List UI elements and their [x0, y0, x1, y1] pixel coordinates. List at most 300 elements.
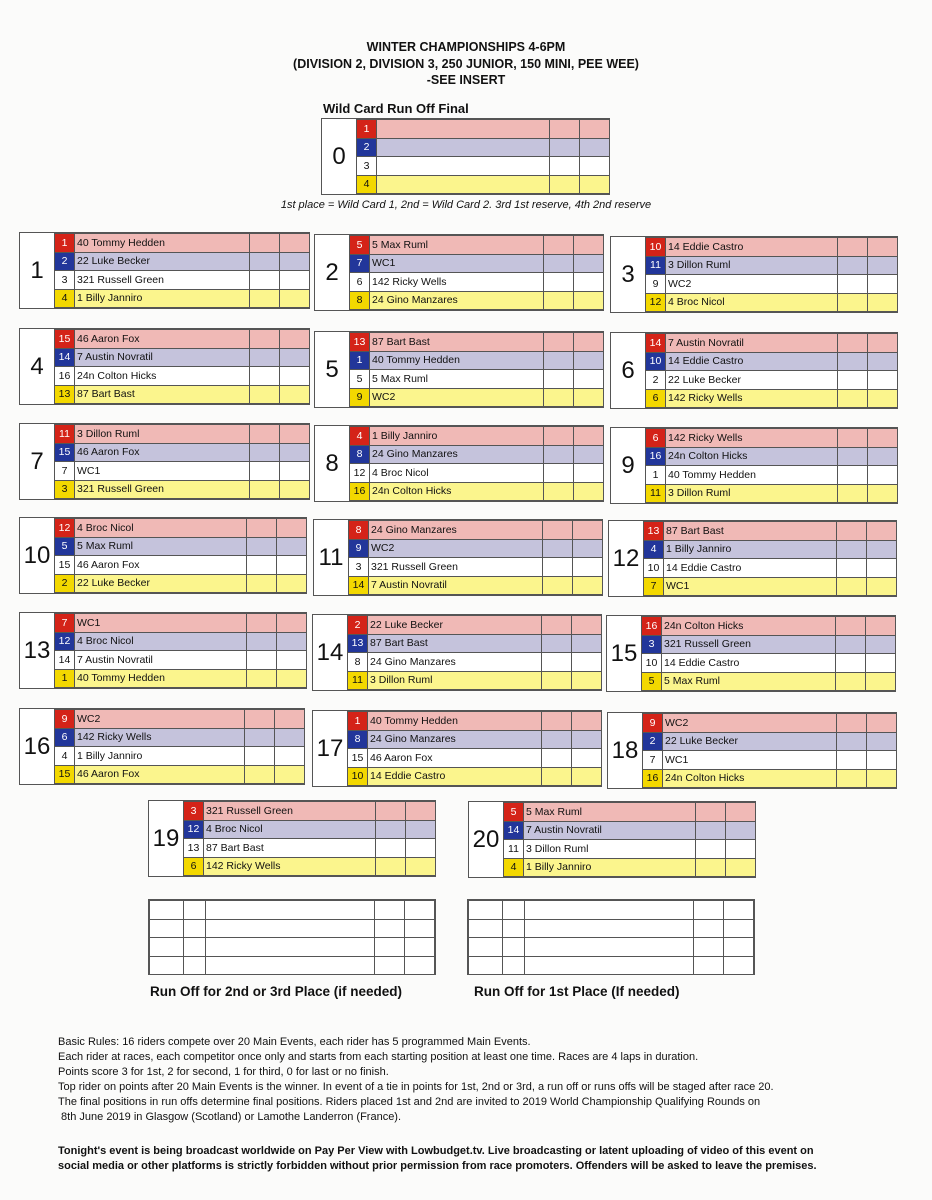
- gate-number: 2: [55, 574, 75, 593]
- heat-number: 4: [30, 352, 44, 380]
- heat-number: 12: [612, 544, 640, 572]
- heat-row: [348, 712, 602, 731]
- gate-number: 16: [55, 367, 75, 386]
- rider-name: 14 Eddie Castro: [368, 767, 542, 786]
- gate-number: 9: [55, 710, 75, 729]
- rules-line: 8th June 2019 in Glasgow (Scotland) or Lamothe Landerron (France).: [58, 1111, 402, 1123]
- score-cell: [838, 447, 868, 466]
- gate-number: 2: [348, 616, 368, 635]
- rider-name: WC2: [666, 275, 838, 294]
- gate-number: 1: [55, 669, 75, 688]
- score-cell: [574, 482, 604, 501]
- gate-number: 9: [350, 388, 370, 407]
- score-cell: [250, 443, 280, 462]
- heat-row: [643, 714, 897, 733]
- rider-name: WC1: [663, 751, 837, 770]
- rider-name: 14 Eddie Castro: [666, 352, 838, 371]
- gate-number: 7: [55, 614, 75, 633]
- score-cell: [838, 256, 868, 275]
- score-cell: [836, 672, 866, 691]
- rider-name: 87 Bart Bast: [75, 385, 250, 404]
- rider-name: 5 Max Ruml: [75, 537, 247, 556]
- heat-row: [644, 522, 897, 541]
- gate-number: 3: [55, 271, 75, 290]
- gate-number: 12: [184, 820, 204, 839]
- score-cell: [696, 858, 726, 877]
- score-cell: [867, 540, 897, 559]
- score-cell: [250, 480, 280, 499]
- heat-row: [55, 614, 307, 633]
- heat-row: [55, 574, 307, 593]
- score-cell: [544, 273, 574, 292]
- score-cell: [280, 348, 310, 367]
- heat-row: [350, 351, 604, 370]
- heat-row: [348, 730, 602, 749]
- heat-number: 7: [30, 447, 44, 475]
- gate-number: 1: [350, 351, 370, 370]
- score-cell: [542, 671, 572, 690]
- gate-number: 12: [350, 464, 370, 483]
- score-cell: [572, 749, 602, 768]
- heat-row: [504, 821, 756, 840]
- score-cell: [544, 370, 574, 389]
- heat-row: [55, 367, 310, 386]
- heat-row: [646, 275, 898, 294]
- rider-name: 46 Aaron Fox: [75, 556, 247, 575]
- heat-row: [504, 803, 756, 822]
- rider-name: 40 Tommy Hedden: [75, 669, 247, 688]
- heat-row: [55, 728, 305, 747]
- gate-number: 4: [644, 540, 664, 559]
- heat-row: [55, 632, 307, 651]
- score-cell: [543, 558, 573, 577]
- heat-row: [55, 651, 307, 670]
- heat-row: [642, 635, 896, 654]
- gate-number: 13: [350, 333, 370, 352]
- rider-name: 24n Colton Hicks: [75, 367, 250, 386]
- rider-name: 321 Russell Green: [204, 802, 376, 821]
- heat-number: 5: [325, 355, 339, 383]
- score-cell: [247, 519, 277, 538]
- rules-line: Basic Rules: 16 riders compete over 20 Main Events, each rider has 5 programmed Main Events.: [58, 1036, 531, 1048]
- rider-name: 7 Austin Novratil: [75, 651, 247, 670]
- score-cell: [277, 632, 307, 651]
- wildcard-heat-box: [321, 118, 610, 195]
- score-cell: [868, 334, 898, 353]
- heat-row: [646, 293, 898, 312]
- gate-number: 16: [350, 482, 370, 501]
- heat-row: [350, 445, 604, 464]
- score-cell: [836, 654, 866, 673]
- score-cell: [868, 389, 898, 408]
- score-cell: [542, 730, 572, 749]
- score-cell: [580, 120, 610, 139]
- score-cell: [277, 651, 307, 670]
- rider-name: 1 Billy Janniro: [75, 747, 245, 766]
- wildcard-title: Wild Card Run Off Final: [323, 101, 469, 116]
- gate-number: 15: [55, 443, 75, 462]
- score-cell: [275, 728, 305, 747]
- heat-row: [184, 802, 436, 821]
- heat-row: [55, 348, 310, 367]
- score-cell: [838, 389, 868, 408]
- gate-number: 3: [55, 480, 75, 499]
- rider-name: 321 Russell Green: [662, 635, 836, 654]
- heat-row: [643, 732, 897, 751]
- runoff-2nd-3rd-label: Run Off for 2nd or 3rd Place (if needed): [150, 984, 403, 999]
- score-cell: [550, 157, 580, 176]
- rider-name: WC1: [75, 462, 250, 481]
- rider-name: 142 Ricky Wells: [75, 728, 245, 747]
- score-cell: [247, 574, 277, 593]
- score-cell: [837, 751, 867, 770]
- heat-row: [55, 234, 310, 253]
- rules-line: Each rider at races, each competitor once only and starts from each starting position at least one time. Races are 4 laps in duration.: [58, 1051, 699, 1063]
- score-cell: [838, 429, 868, 448]
- heat-4: [19, 328, 310, 405]
- score-cell: [573, 539, 603, 558]
- heat-row: [55, 747, 305, 766]
- gate-number: 11: [55, 425, 75, 444]
- heat-15: [606, 615, 896, 692]
- score-cell: [572, 767, 602, 786]
- heat-9: [610, 427, 898, 504]
- gate-number: 4: [350, 427, 370, 446]
- heat-row: [55, 556, 307, 575]
- score-cell: [580, 175, 610, 194]
- score-cell: [867, 769, 897, 788]
- score-cell: [868, 484, 898, 503]
- rider-name: 7 Austin Novratil: [75, 348, 250, 367]
- heat-row: [642, 654, 896, 673]
- rider-name: 4 Broc Nicol: [666, 293, 838, 312]
- heat-row: [55, 443, 310, 462]
- rules-line: Top rider on points after 20 Main Events is the winner. In event of a tie in points for 1st, 2nd or 3rd, a run off or runs offs will be staged after race 20.: [58, 1081, 774, 1093]
- heat-row: [644, 577, 897, 596]
- score-cell: [867, 714, 897, 733]
- rider-name: 24n Colton Hicks: [663, 769, 837, 788]
- score-cell: [277, 669, 307, 688]
- heat-row: [644, 540, 897, 559]
- heat-number: 3: [621, 260, 635, 288]
- rider-name: [377, 157, 550, 176]
- score-cell: [838, 484, 868, 503]
- heat-row: [349, 576, 603, 595]
- score-cell: [280, 443, 310, 462]
- score-cell: [696, 803, 726, 822]
- gate-number: 14: [55, 651, 75, 670]
- heat-row: [357, 175, 610, 194]
- score-cell: [574, 445, 604, 464]
- rider-name: 3 Dillon Ruml: [666, 484, 838, 503]
- score-cell: [250, 252, 280, 271]
- heat-3: [610, 236, 898, 313]
- score-cell: [868, 275, 898, 294]
- heat-row: [184, 857, 436, 876]
- rider-name: 24n Colton Hicks: [662, 617, 836, 636]
- rider-name: 7 Austin Novratil: [524, 821, 696, 840]
- rider-name: 24n Colton Hicks: [666, 447, 838, 466]
- gate-number: 9: [643, 714, 663, 733]
- rider-name: 87 Bart Bast: [204, 839, 376, 858]
- rider-name: WC2: [663, 714, 837, 733]
- gate-number: 8: [348, 653, 368, 672]
- rider-name: WC1: [75, 614, 247, 633]
- score-cell: [867, 732, 897, 751]
- rider-name: 5 Max Ruml: [662, 672, 836, 691]
- score-cell: [696, 840, 726, 859]
- score-cell: [696, 821, 726, 840]
- heat-number: 18: [611, 736, 639, 764]
- score-cell: [574, 427, 604, 446]
- rider-name: 3 Dillon Ruml: [75, 425, 250, 444]
- rider-name: 24 Gino Manzares: [368, 653, 542, 672]
- score-cell: [837, 769, 867, 788]
- rider-name: 24 Gino Manzares: [369, 521, 543, 540]
- rider-name: 3 Dillon Ruml: [524, 840, 696, 859]
- score-cell: [837, 577, 867, 596]
- rider-name: 40 Tommy Hedden: [368, 712, 542, 731]
- score-cell: [837, 522, 867, 541]
- heat-row: [646, 238, 898, 257]
- heat-8: [314, 425, 604, 502]
- heat-row: [644, 559, 897, 578]
- rider-name: 24 Gino Manzares: [370, 445, 544, 464]
- gate-number: 10: [642, 654, 662, 673]
- score-cell: [573, 576, 603, 595]
- score-cell: [250, 425, 280, 444]
- score-cell: [275, 747, 305, 766]
- gate-number: 9: [646, 275, 666, 294]
- score-cell: [245, 710, 275, 729]
- score-cell: [406, 839, 436, 858]
- score-cell: [550, 120, 580, 139]
- heat-row: [357, 157, 610, 176]
- gate-number: 5: [504, 803, 524, 822]
- heat-number: 10: [23, 541, 51, 569]
- heat-row: [646, 484, 898, 503]
- gate-number: 1: [55, 234, 75, 253]
- gate-number: 4: [55, 289, 75, 308]
- rider-name: 1 Billy Janniro: [524, 858, 696, 877]
- score-cell: [275, 765, 305, 784]
- rider-name: WC1: [370, 254, 544, 273]
- rider-name: 40 Tommy Hedden: [666, 466, 838, 485]
- gate-number: 11: [646, 256, 666, 275]
- rider-name: 40 Tommy Hedden: [75, 234, 250, 253]
- score-cell: [572, 616, 602, 635]
- score-cell: [868, 352, 898, 371]
- score-cell: [280, 252, 310, 271]
- page-title: WINTER CHAMPIONSHIPS 4-6PM: [366, 40, 566, 54]
- score-cell: [726, 803, 756, 822]
- gate-number: 11: [504, 840, 524, 859]
- rider-name: 321 Russell Green: [75, 480, 250, 499]
- score-cell: [543, 576, 573, 595]
- score-cell: [867, 577, 897, 596]
- gate-number: 14: [55, 348, 75, 367]
- score-cell: [247, 614, 277, 633]
- score-cell: [245, 747, 275, 766]
- heat-row: [350, 236, 604, 255]
- heat-row: [55, 537, 307, 556]
- score-cell: [867, 522, 897, 541]
- rider-name: 14 Eddie Castro: [664, 559, 837, 578]
- score-cell: [280, 234, 310, 253]
- score-cell: [280, 480, 310, 499]
- score-cell: [574, 351, 604, 370]
- gate-number: 7: [643, 751, 663, 770]
- heat-row: [350, 333, 604, 352]
- heat-row: [357, 138, 610, 157]
- score-cell: [544, 254, 574, 273]
- heat-14: [312, 614, 602, 691]
- rider-name: 87 Bart Bast: [370, 333, 544, 352]
- score-cell: [406, 802, 436, 821]
- gate-number: 3: [642, 635, 662, 654]
- rider-name: WC2: [370, 388, 544, 407]
- gate-number: 3: [184, 802, 204, 821]
- gate-number: 13: [55, 385, 75, 404]
- rider-name: 46 Aaron Fox: [368, 749, 542, 768]
- score-cell: [544, 388, 574, 407]
- score-cell: [574, 388, 604, 407]
- score-cell: [280, 385, 310, 404]
- heat-1: [19, 232, 310, 309]
- score-cell: [572, 712, 602, 731]
- heat-row: [504, 858, 756, 877]
- heat-13: [19, 612, 307, 689]
- score-cell: [376, 839, 406, 858]
- rules-line: Points score 3 for 1st, 2 for second, 1 for third, 0 for last or no finish.: [58, 1066, 389, 1078]
- gate-number: 6: [55, 728, 75, 747]
- gate-number: 15: [55, 330, 75, 349]
- heat-row: [643, 751, 897, 770]
- rider-name: [377, 120, 550, 139]
- gate-number: 8: [350, 291, 370, 310]
- score-cell: [280, 367, 310, 386]
- rider-name: 22 Luke Becker: [75, 252, 250, 271]
- heat-number: 9: [621, 451, 635, 479]
- heat-number: 20: [472, 825, 500, 853]
- score-cell: [247, 556, 277, 575]
- gate-number: 4: [504, 858, 524, 877]
- score-cell: [247, 537, 277, 556]
- heat-row: [348, 634, 602, 653]
- gate-number: 5: [55, 537, 75, 556]
- page-subtitle: (DIVISION 2, DIVISION 3, 250 JUNIOR, 150 MINI, PEE WEE): [293, 57, 639, 71]
- score-cell: [838, 275, 868, 294]
- gate-number: 6: [646, 389, 666, 408]
- score-cell: [574, 236, 604, 255]
- rider-name: 87 Bart Bast: [664, 522, 837, 541]
- rider-name: WC2: [75, 710, 245, 729]
- heat-row: [55, 519, 307, 538]
- score-cell: [250, 234, 280, 253]
- heat-17: [312, 710, 602, 787]
- heat-row: [350, 254, 604, 273]
- heat-row: [348, 616, 602, 635]
- score-cell: [245, 728, 275, 747]
- score-cell: [572, 671, 602, 690]
- gate-number: 14: [349, 576, 369, 595]
- heat-row: [184, 820, 436, 839]
- heat-number: 17: [316, 734, 344, 762]
- rider-name: 87 Bart Bast: [368, 634, 542, 653]
- score-cell: [376, 857, 406, 876]
- heat-row: [646, 256, 898, 275]
- heat-row: [357, 120, 610, 139]
- score-cell: [544, 482, 574, 501]
- score-cell: [868, 293, 898, 312]
- score-cell: [550, 175, 580, 194]
- gate-number: 5: [350, 236, 370, 255]
- score-cell: [574, 273, 604, 292]
- rider-name: 22 Luke Becker: [75, 574, 247, 593]
- rider-name: 46 Aaron Fox: [75, 443, 250, 462]
- rider-name: 7 Austin Novratil: [369, 576, 543, 595]
- score-cell: [868, 256, 898, 275]
- rider-name: 321 Russell Green: [369, 558, 543, 577]
- heat-number: 2: [325, 258, 339, 286]
- rider-name: 1 Billy Janniro: [664, 540, 837, 559]
- score-cell: [544, 333, 574, 352]
- heat-row: [55, 462, 310, 481]
- gate-number: 13: [348, 634, 368, 653]
- rider-name: 14 Eddie Castro: [666, 238, 838, 257]
- score-cell: [543, 521, 573, 540]
- gate-number: 5: [642, 672, 662, 691]
- gate-number: 10: [646, 352, 666, 371]
- heat-row: [350, 291, 604, 310]
- score-cell: [250, 348, 280, 367]
- gate-number: 7: [55, 462, 75, 481]
- heat-row: [55, 425, 310, 444]
- heat-row: [646, 371, 898, 390]
- score-cell: [406, 820, 436, 839]
- heat-row: [55, 765, 305, 784]
- gate-number: 2: [646, 371, 666, 390]
- score-cell: [542, 749, 572, 768]
- score-cell: [250, 385, 280, 404]
- gate-number: 8: [349, 521, 369, 540]
- score-cell: [247, 669, 277, 688]
- rider-name: 4 Broc Nicol: [204, 820, 376, 839]
- score-cell: [572, 653, 602, 672]
- rider-name: 7 Austin Novratil: [666, 334, 838, 353]
- heat-row: [350, 273, 604, 292]
- heat-number: 13: [23, 636, 51, 664]
- rider-name: 142 Ricky Wells: [666, 429, 838, 448]
- score-cell: [574, 370, 604, 389]
- rider-name: 142 Ricky Wells: [204, 857, 376, 876]
- score-cell: [280, 271, 310, 290]
- score-cell: [726, 858, 756, 877]
- rider-name: WC1: [664, 577, 837, 596]
- score-cell: [275, 710, 305, 729]
- heat-11: [313, 519, 603, 596]
- heat-number: 8: [325, 449, 339, 477]
- score-cell: [277, 537, 307, 556]
- heat-row: [55, 710, 305, 729]
- heat-20: [468, 801, 756, 878]
- heat-12: [608, 520, 897, 597]
- score-cell: [406, 857, 436, 876]
- gate-number: 15: [348, 749, 368, 768]
- wildcard-note: 1st place = Wild Card 1, 2nd = Wild Card 2. 3rd 1st reserve, 4th 2nd reserve: [280, 199, 652, 211]
- score-cell: [550, 138, 580, 157]
- score-cell: [574, 464, 604, 483]
